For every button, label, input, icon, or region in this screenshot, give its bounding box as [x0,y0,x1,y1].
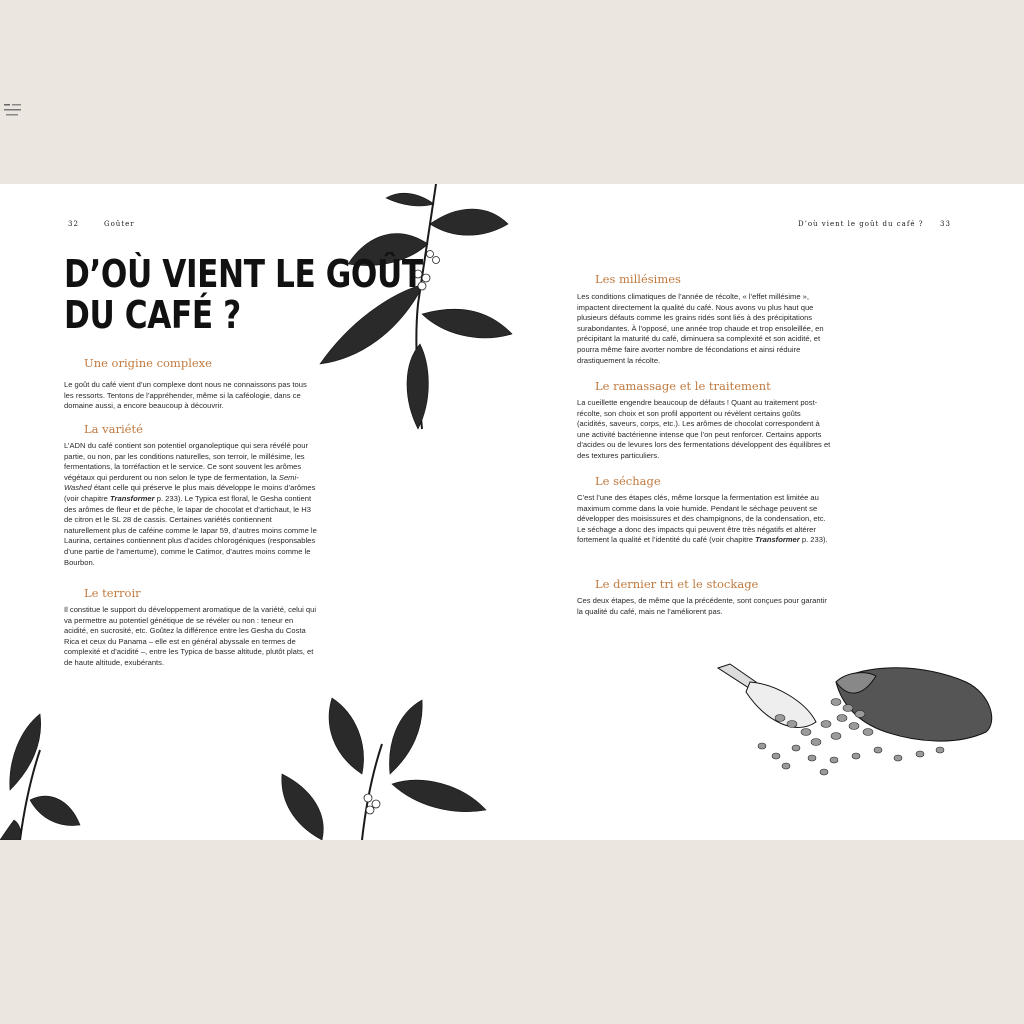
section-drying-text [577,493,831,546]
coffee-sack-scoop-illustration [716,662,996,788]
title-line-2: DU CAFÉ ? [64,293,241,337]
section-terroir-heading [84,586,284,600]
section-heading: Le séchage [595,474,661,488]
section-body: Ces deux étapes, de même que la précédente, sont conçues pour garantir la qualité du café, mais ne l’améliorent pas. [577,596,827,616]
section-vintages-heading [595,272,835,286]
coffee-branch-illustration-bottom-center [272,694,488,840]
book-spread [0,184,1024,840]
corner-icon [2,102,24,120]
section-body [577,493,831,546]
section-body [64,441,318,568]
section-heading: Les millésimes [595,272,681,286]
section-harvest-text [577,398,831,462]
section-heading: Le terroir [84,586,141,600]
page-title [64,254,423,336]
section-drying-heading [595,474,835,488]
section-heading: Le ramassage et le traitement [595,379,771,393]
section-body: Il constitue le support du développement aromatique de la variété, celui qui va permettre au potentiel génétique de se révéler ou non : teneur en acidité, en sucrosité, etc. Goûtez la différence entre les Gesha du Costa Rica et ceux du Panama – elle est en général abyssale en termes de complexité et d’acidité –, entre les Typica de basse altitude, plutôt plats, et de haute altitude, exubérants. [64,605,317,667]
section-heading: Une origine complexe [84,356,212,370]
section-storage-heading [595,577,835,591]
section-variety-heading [84,422,284,436]
right-page-number: 33 [940,220,951,228]
section-body: Les conditions climatiques de l’année de récolte, « l’effet millésime », impactent directement la qualité du café. Nous avons vu plus haut que plusieurs défauts comme les grains ridés sont liés à des précipitations surabondantes. À l’opposé, une année trop chaude et trop ensoleillée, en précipitant la maturité du café, diminuera sa complexité et son acidité, et pourra même faire avorter nombre de fécondations et ainsi réduire drastiquement la récolte. [577,292,824,365]
section-origin-text [64,380,318,412]
section-heading: Le dernier tri et le stockage [595,577,759,591]
body-text: L’ADN du café contient son potentiel organoleptique qui sera révélé pour partie, ou non, par les conditions naturelles, son terroir, le millésime, les fermentations, la torréfaction et le service. Ce sont souvent les arômes végétaux qui perdurent ou non selon le type de fermentation, la [64,441,309,482]
right-running-head: D’où vient le goût du café ? [798,220,924,228]
section-harvest-heading [595,379,835,393]
section-body: Le goût du café vient d’un complexe dont nous ne connaissons pas tous les ressorts. Tentons de l’appréhender, même si la caféologie, dans ce domaine aussi, a encore beaucoup à découvrir. [64,380,307,411]
body-text: p. 233). [799,535,828,545]
title-line-1: D’OÙ VIENT LE GOÛT [64,252,423,296]
section-vintages-text [577,292,831,366]
section-body: La cueillette engendre beaucoup de défauts ! Quant au traitement post-récolte, son choix et son profil apportent ou révèlent certains goûts (acidités, saveurs, corps, etc.). Les arômes de chocolat correspondent à une activité bactérienne intense que l’on peut renforcer. Certains apports d’acides ou de levures lors des fermentations développent des équilibres et des textures particuliers. [577,398,831,460]
left-running-head: Goûter [104,220,135,228]
section-variety-text [64,441,318,568]
body-text: étant celle qui préserve le plus mais développe le moins d’arômes (voir chapitre [64,483,316,503]
body-text: C’est l’une des étapes clés, même lorsque la fermentation est limitée au maximum comme dans la voie humide. Pendant le séchage peuvent se développer des moisissures et des champignons, de la condensation, etc. Le séchage a donc des impacts qui peuvent être très négatifs et altérer fortement la qualité et l’identité du café (voir chapitre [577,493,826,545]
section-storage-text [577,596,831,617]
section-origin [84,356,340,370]
section-heading: La variété [84,422,143,436]
term-semi-washed: Semi-Washed [64,472,299,493]
chapter-ref: Transformer [110,493,155,503]
section-terroir-text [64,605,318,669]
body-text: p. 233). Le Typica est floral, le Gesha contient des arômes de fleur et de pêche, le Iapar de chocolat et d’artichaut, le H3 de citron et le SL 28 de cassis. Certaines variétés contiennent naturellement plus de caféine comme le Iapar 59, d’autres moins comme le Laurina, certaines contiennent plus d’acides chlorogéniques (responsables d’une partie de l’amertume), comme le Catimor, d’autres moins comme le Bourbon. [64,493,317,567]
coffee-branch-illustration-bottom-left [0,710,82,840]
left-page-number: 32 [68,220,79,228]
chapter-ref: Transformer [755,535,800,545]
